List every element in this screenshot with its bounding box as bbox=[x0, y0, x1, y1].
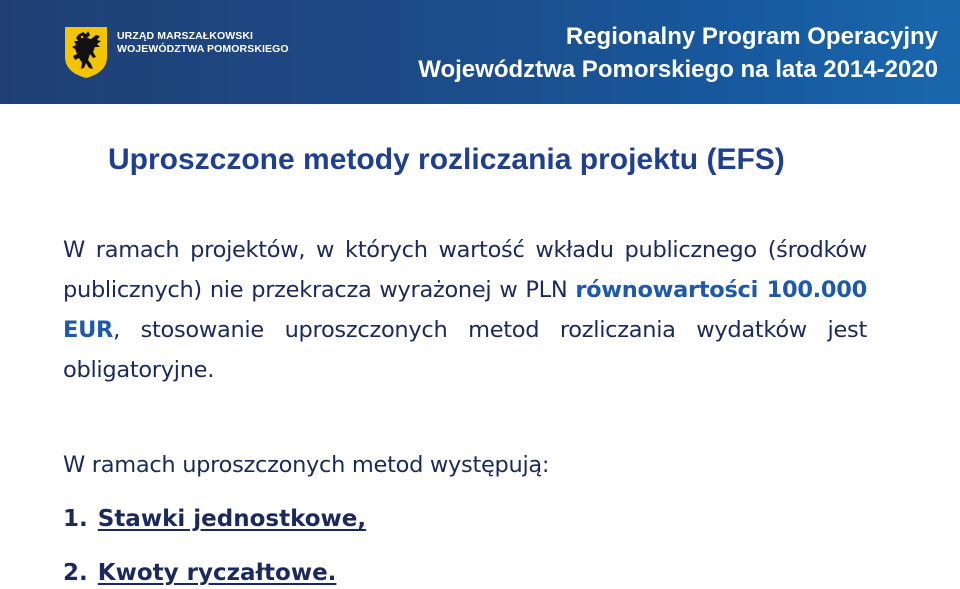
program-title-line1: Regionalny Program Operacyjny bbox=[565, 23, 938, 50]
intro-text-part1: W ramach projektów, w których wartość wkładu publicznego (środków publicznych) nie przekracza wyrażonej w PLN bbox=[63, 237, 867, 303]
list-item bbox=[63, 502, 366, 536]
list-item-label: Kwoty ryczałtowe. bbox=[97, 560, 337, 586]
list-item-number: 2. bbox=[63, 560, 88, 586]
list-item-number: 1. bbox=[63, 506, 88, 532]
header-banner bbox=[0, 0, 960, 104]
intro-paragraph bbox=[63, 230, 867, 390]
list-item-label: Stawki jednostkowe, bbox=[97, 506, 367, 532]
list-item bbox=[63, 556, 336, 589]
intro-text-part2: , stosowanie uproszczonych metod rozliczania wydatków jest obligatoryjne. bbox=[63, 317, 867, 383]
methods-subheading: W ramach uproszczonych metod występują: bbox=[63, 452, 550, 478]
program-title bbox=[418, 20, 938, 86]
program-title-line2: Województwa Pomorskiego na lata 2014-2020 bbox=[418, 56, 938, 83]
page-title: Uproszczone metody rozliczania projektu (EFS) bbox=[108, 143, 785, 176]
griffin-coat-of-arms-icon bbox=[63, 25, 109, 79]
intro-highlight-threshold: równowartości 100.000 EUR bbox=[63, 277, 867, 343]
organization-name-line2: WOJEWÓDZTWA POMORSKIEGO bbox=[117, 43, 289, 55]
organization-name bbox=[117, 30, 289, 56]
organization-name-line1: URZĄD MARSZAŁKOWSKI bbox=[117, 30, 254, 42]
